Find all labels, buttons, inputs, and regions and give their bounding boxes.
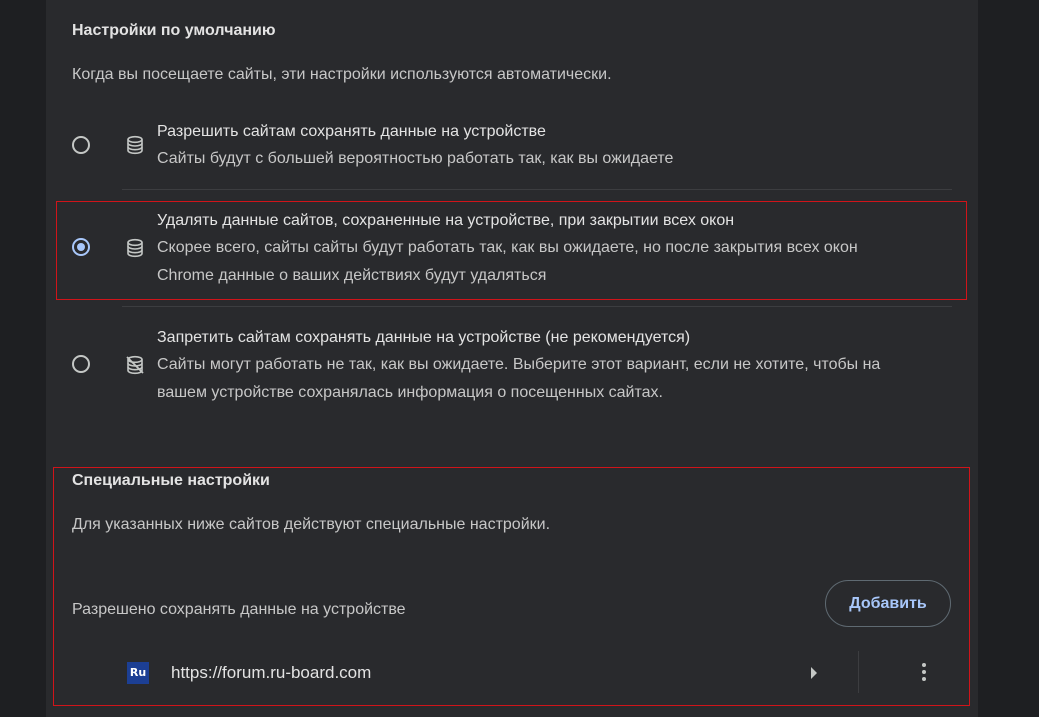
option-block-title[interactable]: Запретить сайтам сохранять данные на устройстве (не рекомендуется) <box>157 329 691 346</box>
database-off-icon <box>125 355 145 375</box>
radio-delete-on-close[interactable] <box>72 238 90 256</box>
radio-block-save[interactable] <box>72 355 90 373</box>
site-url[interactable]: https://forum.ru-board.com <box>171 663 372 682</box>
option-block-subtitle-line-1: Сайты могут работать не так, как вы ожидаете. Выберите этот вариант, если не хотите, чтобы на <box>157 356 881 373</box>
option-block-subtitle <box>157 351 957 407</box>
custom-settings-description: Для указанных ниже сайтов действуют специальные настройки. <box>72 516 551 533</box>
site-favicon: Ru <box>127 662 149 684</box>
expand-arrow-icon[interactable] <box>811 667 817 679</box>
option-delete-subtitle-line-2: Chrome данные о ваших действиях будут удаляться <box>157 267 547 284</box>
default-settings-heading: Настройки по умолчанию <box>72 22 276 39</box>
option-allow-title[interactable]: Разрешить сайтам сохранять данные на устройстве <box>157 123 546 140</box>
database-icon <box>125 238 145 258</box>
custom-settings-heading: Специальные настройки <box>72 472 270 489</box>
default-settings-description: Когда вы посещаете сайты, эти настройки используются автоматически. <box>72 66 612 83</box>
allowed-sites-label: Разрешено сохранять данные на устройстве <box>72 601 406 618</box>
radio-allow-save[interactable] <box>72 136 90 154</box>
option-allow-subtitle <box>157 145 957 173</box>
add-site-button[interactable]: Добавить <box>825 580 951 627</box>
option-delete-subtitle-line-1: Скорее всего, сайты сайты будут работать так, как вы ожидаете, но после закрытия всех окон <box>157 239 858 256</box>
more-vert-icon[interactable] <box>914 661 934 685</box>
option-block-subtitle-line-2: вашем устройстве сохранялась информация о посещенных сайтах. <box>157 384 663 401</box>
option-divider <box>122 189 952 190</box>
option-delete-title[interactable]: Удалять данные сайтов, сохраненные на устройстве, при закрытии всех окон <box>157 212 735 229</box>
database-icon <box>125 135 145 155</box>
option-divider <box>122 306 952 307</box>
option-delete-subtitle <box>157 234 957 290</box>
option-allow-subtitle-line-1: Сайты будут с большей вероятностью работать так, как вы ожидаете <box>157 150 674 167</box>
row-separator <box>858 651 859 693</box>
